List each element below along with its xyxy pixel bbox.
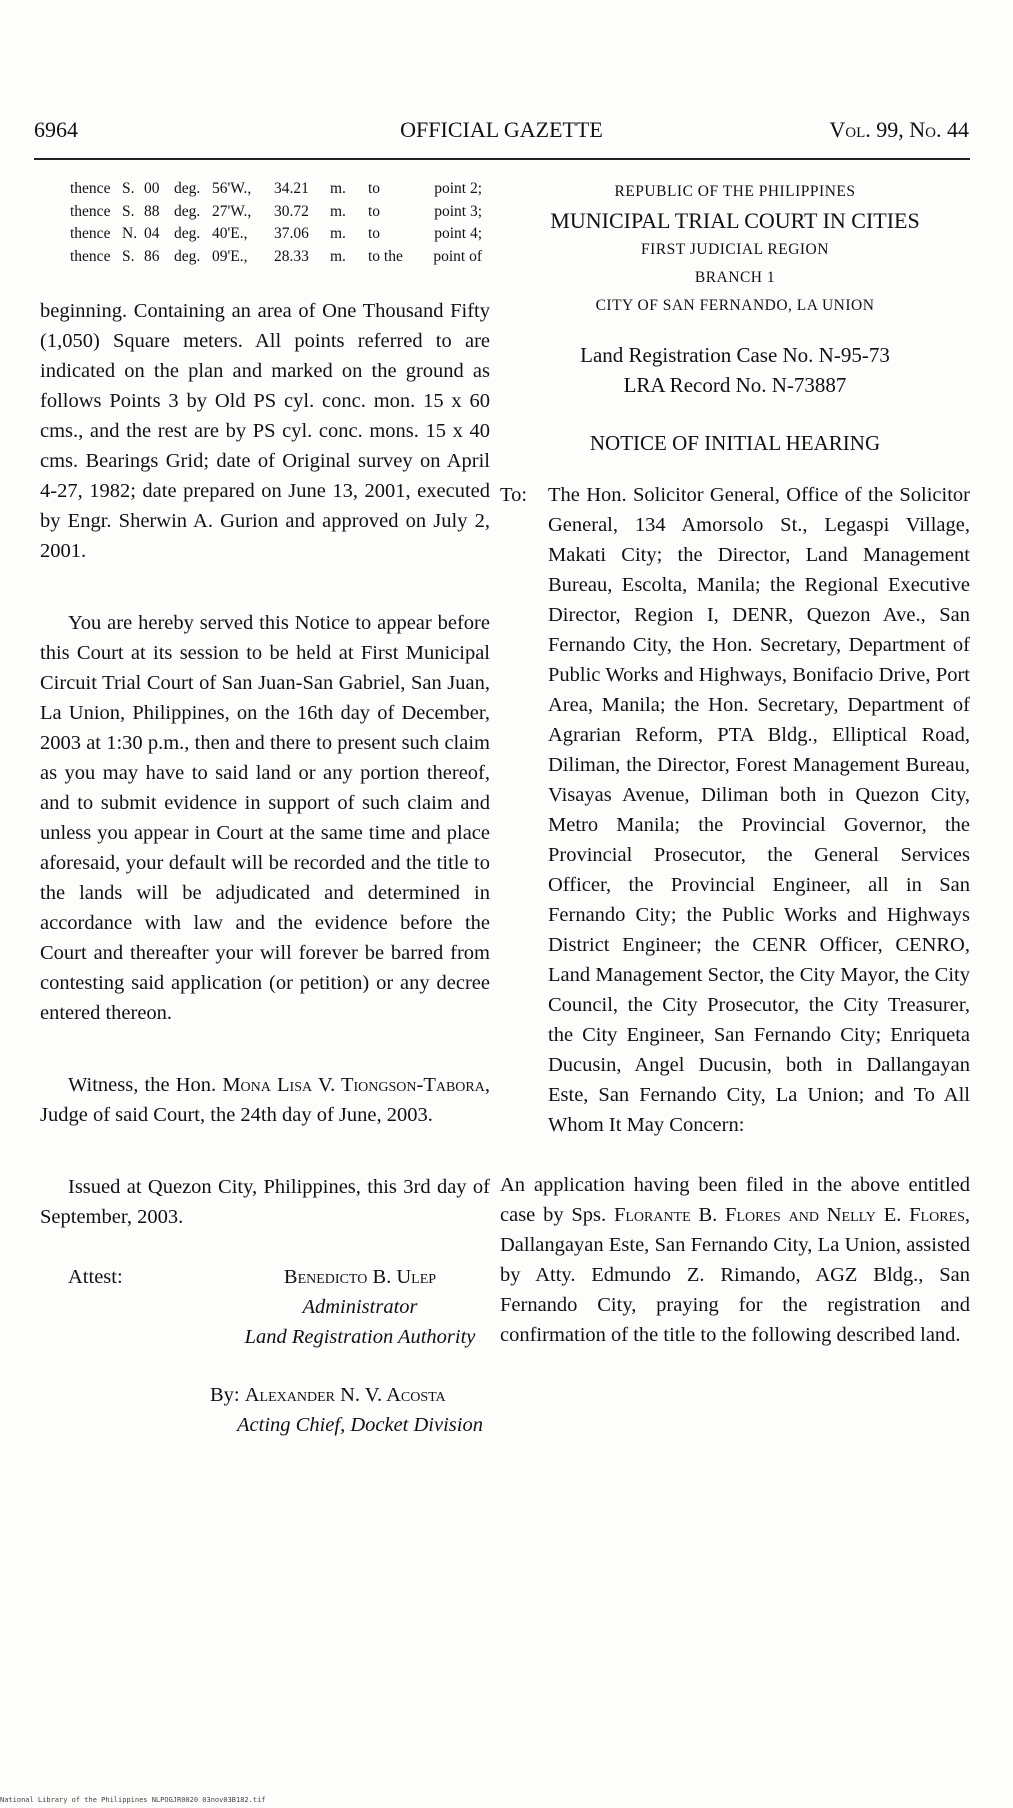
lra-record-number: LRA Record No. N-73887 [623,373,847,397]
left-column [40,178,490,1492]
bearing-cell: to [368,180,381,197]
docket-signature [210,1380,510,1410]
right-column [500,178,970,1350]
judge-name: Mona Lisa V. Tiongson-Tabora [222,1074,485,1096]
bearing-cell: to [368,202,381,220]
bearing-cell: 34.21 [274,180,309,197]
administrator-title: Administrator [302,1296,418,1318]
court-city: CITY OF SAN FERNANDO, LA UNION [595,297,875,314]
witness-paragraph [40,1070,490,1130]
application-text-post: , Dallangayan Este, San Fernando City, La Union, assisted by Atty. Edmundo Z. Rimando, AGZ Bldg., San Fernando City, praying for the registration and confirmation of the title to the following described land. [500,1204,971,1346]
page-header [34,117,969,157]
bearing-cell: N. [122,225,138,242]
administrator-name: Benedicto B. Ulep [283,1266,437,1288]
addressee-list: The Hon. Solicitor General, Office of the Solicitor General, 134 Amorsolo St., Legaspi Village, Makati City; the Director, Land Management Bureau, Escolta, Manila; the Regional Executive Director, Region I, DENR, Quezon Ave., San Fernando City, the Hon. Secretary, Department of Public Works and Highways, Bonifacio Drive, Port Area, Manila; the Hon. Secretary, Department of Agrarian Reform, PTA Bldg., Elliptical Road, Diliman, the Director, Forest Management Bureau, Visayas Avenue, Diliman both in Quezon City, Metro Manila; the Provincial Governor, the Provincial Prosecutor, the General Services Officer, the Provincial Engineer, all in San Fernando City; the Public Works and Highways District Engineer; the CENR Officer, CENRO, Land Management Sector, the City Mayor, the City Council, the City Prosecutor, the City Treasurer, the City Engineer, San Fernando City; Enriqueta Ducusin, Angel Ducusin, both in Dallangayan Este, San Fernando City, La Union; and To All Whom It May Concern: [548,484,970,1136]
bearing-row [70,201,490,224]
issued-paragraph: Issued at Quezon City, Philippines, this 3rd day of September, 2003. [40,1176,490,1228]
republic-heading: REPUBLIC OF THE PHILIPPINES [614,183,856,200]
administrator-signature [210,1262,510,1440]
bearing-cell: deg. [174,247,201,265]
by-label: By: [210,1384,240,1406]
bearing-cell: 40'E., [212,225,248,242]
docket-chief-name: Alexander N. V. Acosta [244,1384,446,1406]
bearing-cell: to the [368,247,403,265]
bearing-cell: deg. [174,180,201,197]
bearing-cell: deg. [174,202,201,220]
header-rule [34,158,970,160]
addressee-block [500,480,970,1140]
bearing-cell: point of [433,247,482,265]
witness-text-post: , Judge of said Court, the 24th day of June, 2003. [40,1074,490,1126]
court-name: MUNICIPAL TRIAL COURT IN CITIES [550,208,920,233]
bearing-cell: 09'E., [212,247,248,265]
bearing-cell: m. [330,247,346,265]
bearing-cell: S. [122,202,135,220]
bearing-row [70,246,490,269]
volume-info: Vol. 99, No. 44 [829,117,969,142]
bearing-cell: 56'W., [212,180,252,197]
bearing-cell: 30.72 [274,202,309,220]
court-branch: BRANCH 1 [694,269,776,286]
bearing-cell: m. [330,202,346,220]
bearing-cell: thence [70,202,111,220]
bearing-cell: 04 [144,225,160,242]
publication-title: OFFICIAL GAZETTE [400,117,603,142]
bearing-cell: thence [70,180,111,197]
bearing-cell: S. [122,247,135,265]
scan-footer: National Library of the Philippines NLPOGJR0020 03nov03B182.tif [0,1796,266,1804]
bearing-row [70,223,490,246]
bearing-cell: S. [122,180,135,197]
applicant-names: Florante B. Flores and Nelly E. Flores [613,1204,965,1226]
bearing-cell: 86 [144,247,160,265]
bearing-cell: 27'W., [212,202,252,220]
land-description-paragraph: beginning. Containing an area of One Thousand Fifty (1,050) Square meters. All points referred to are indicated on the plan and marked on the ground as follows Points 3 by Old PS cyl. conc. mon. 15 x 60 cms., and the rest are by PS cyl. conc. mons. 15 x 40 cms. Bearings Grid; date of Original survey on April 4-27, 1982; date prepared on June 13, 2001, executed by Engr. Sherwin A. Gurion and approved on July 2, 2001. [40,300,490,562]
bearing-cell: to [368,225,381,242]
bearing-cell: 37.06 [274,225,309,242]
bearing-cell: 88 [144,202,160,220]
attestation-block [40,1262,490,1492]
bearings-table [70,178,490,268]
bearing-cell: point 4; [434,225,482,242]
attest-label: Attest: [68,1266,123,1288]
case-number: Land Registration Case No. N-95-73 [580,343,890,367]
bearing-cell: m. [330,180,346,197]
witness-text-pre: Witness, the Hon. [68,1074,223,1096]
bearing-cell: point 2; [434,180,482,197]
bearing-cell: thence [70,225,111,242]
bearing-cell: point 3; [434,202,482,220]
docket-chief-title: Acting Chief, Docket Division [237,1414,483,1436]
to-label: To: [500,484,528,506]
notice-paragraph: You are hereby served this Notice to appear before this Court at its session to be held at First Municipal Circuit Trial Court of San Juan-San Gabriel, San Juan, La Union, Philippines, on the 16th day of December, 2003 at 1:30 p.m., then and there to present such claim as you may have to said land or any portion thereof, and to submit evidence in support of such claim and unless you appear in Court at the same time and place aforesaid, your default will be recorded and the title to the lands will be adjudicated and determined in accordance with law and the evidence before the Court and thereafter your will forever be barred from contesting said application (or petition) or any decree entered thereon. [40,612,490,1024]
bearing-cell: 28.33 [274,247,309,265]
application-text-pre: An application having been filed in the above entitled case by Sps. [500,1174,970,1226]
bearing-cell: thence [70,247,111,265]
page-number: 6964 [34,117,78,142]
bearing-cell: m. [330,225,346,242]
bearing-row [70,178,490,201]
bearing-cell: deg. [174,225,201,242]
notice-title: NOTICE OF INITIAL HEARING [589,431,881,455]
application-paragraph [500,1170,970,1350]
administrator-office: Land Registration Authority [244,1326,476,1348]
judicial-region: FIRST JUDICIAL REGION [641,241,829,258]
bearing-cell: 00 [144,180,160,197]
